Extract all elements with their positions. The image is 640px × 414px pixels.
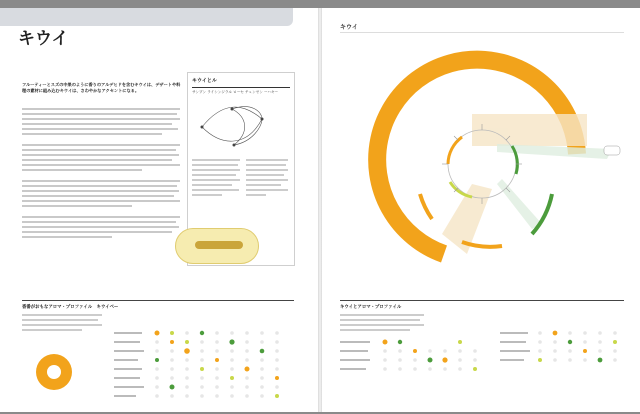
right-page (322, 8, 640, 412)
footer-heading: 香番がおもなアロマ・プロファイル キウイベー (22, 305, 119, 310)
box-rule (192, 87, 290, 88)
kiwi-seeds (195, 241, 243, 249)
box-text-left (192, 159, 242, 229)
aroma-network-diagram (192, 97, 290, 157)
right-aroma-matrix (340, 314, 624, 410)
box-text-right (246, 159, 290, 229)
right-title-rule (340, 32, 624, 33)
left-page (0, 8, 318, 412)
right-footer-heading: キウイとアロマ・プロファイル (340, 305, 402, 310)
right-footer-rule (340, 300, 624, 301)
aroma-profile-matrix (22, 314, 294, 410)
aroma-wheel-diagram (322, 34, 640, 294)
box-subtitle: サンプン ライシンジラル ローセ チェンゼン ーハキー (192, 90, 279, 94)
body-text-block (22, 108, 182, 258)
lead-paragraph: フルーティーとスズの中果のように香りのアルデヒドを含むキウイは、デザートや料理の素材に組み込むキウイは、さわやかなアクセントになる。 (22, 82, 181, 93)
right-page-title: キウイ (340, 24, 358, 31)
box-title: キウイとル (192, 78, 217, 84)
page-title: キウイ (18, 29, 69, 49)
footer-rule (22, 300, 294, 301)
